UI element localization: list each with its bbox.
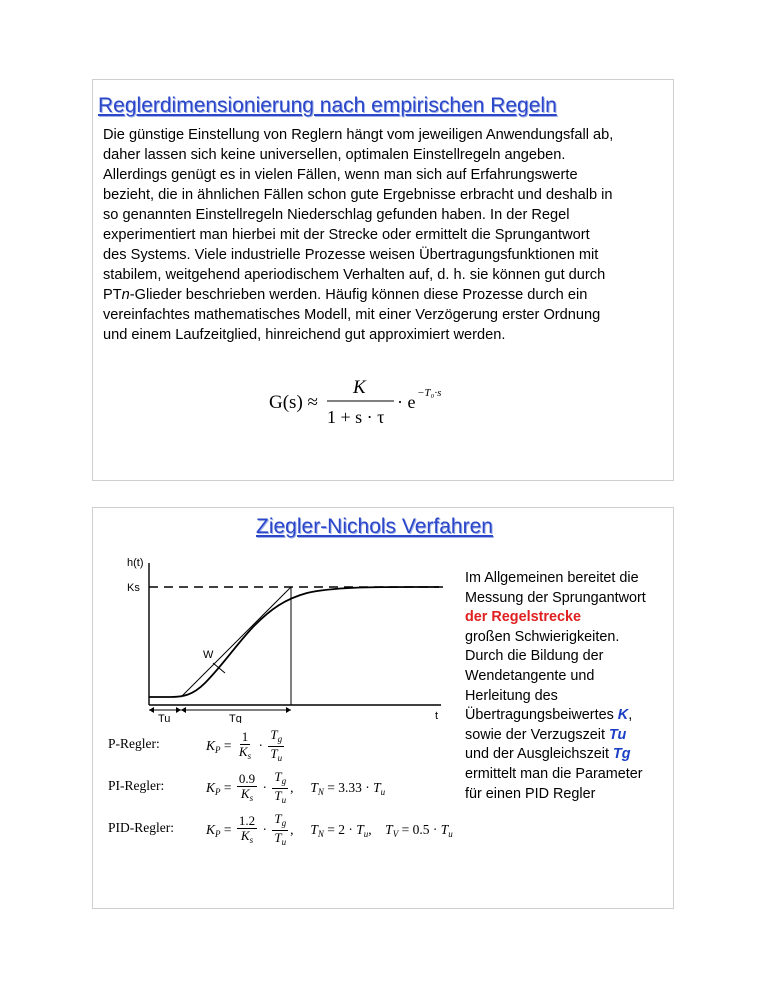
rule-name: PI-Regler: bbox=[108, 778, 165, 793]
intro-paragraph bbox=[103, 125, 669, 345]
text-line: Durch die Bildung der bbox=[465, 648, 604, 665]
text-fragment: und der Ausgleichszeit bbox=[465, 746, 613, 763]
text-line: Herleitung des bbox=[465, 687, 558, 704]
slide-ziegler-nichols bbox=[92, 507, 674, 909]
text-line bbox=[465, 726, 677, 746]
rule-p-controller bbox=[108, 728, 468, 764]
text-line: stabilem, weitgehend aperiodischem Verhalten auf, d. h. sie können gut durch bbox=[103, 267, 606, 283]
formula-exponent: −T₀·s bbox=[417, 387, 442, 399]
t-axis-label: t bbox=[435, 710, 439, 722]
step-response-curve bbox=[149, 587, 439, 697]
text-line: des Systems. Viele industrielle Prozesse weisen Übertragungsfunktionen mit bbox=[103, 247, 599, 263]
tg-label: Tg bbox=[229, 713, 242, 723]
text-line: bezieht, die in ähnlichen Fällen schon gute Ergebnisse erbracht und deshalb in bbox=[103, 187, 613, 203]
gain-coefficient: 1 bbox=[241, 728, 249, 744]
text-line: Die günstige Einstellung von Reglern hängt vom jeweiligen Anwendungsfall ab, bbox=[103, 127, 614, 143]
side-explanation bbox=[465, 569, 677, 804]
text-fragment: sowie der Verzugszeit bbox=[465, 726, 609, 743]
transfer-function-formula bbox=[269, 376, 489, 436]
formula-lhs: G(s) ≈ bbox=[269, 392, 318, 413]
highlight-blue: Tg bbox=[613, 746, 631, 763]
tv-coefficient: 0.5 bbox=[412, 822, 430, 837]
slide-title: Ziegler-Nichols Verfahren bbox=[256, 515, 493, 538]
text-line: vereinfachtes mathematisches Modell, mit einer Verzögerung erster Ordnung bbox=[103, 307, 601, 323]
text-fragment-italic: n bbox=[121, 287, 130, 303]
text-line: Wendetangente und bbox=[465, 667, 595, 684]
y-axis-label: h(t) bbox=[127, 557, 144, 569]
text-line: experimentiert man hierbei mit der Strecke oder ermittelt die Sprungantwort bbox=[103, 227, 590, 243]
text-fragment: , bbox=[628, 707, 633, 724]
ks-label: Ks bbox=[127, 582, 140, 594]
tn-coefficient: 2 bbox=[338, 822, 346, 837]
highlight-blue: Tu bbox=[608, 726, 627, 743]
step-response-plot bbox=[113, 553, 448, 723]
gain-coefficient: 0.9 bbox=[238, 770, 256, 786]
rule-name: P-Regler: bbox=[108, 736, 160, 751]
slide-title: Reglerdimensionierung nach empirischen Regeln bbox=[98, 94, 557, 117]
text-line: daher lassen sich keine universellen, optimalen Einstellregeln angeben. bbox=[103, 147, 566, 163]
highlight-blue: K bbox=[617, 707, 629, 724]
rule-pi-controller bbox=[108, 770, 468, 806]
slide-empirical-rules bbox=[92, 79, 674, 481]
text-line: für einen PID Regler bbox=[465, 785, 596, 802]
text-line bbox=[465, 706, 677, 726]
text-line: und einem Laufzeitglied, hinreichend gut approximiert werden. bbox=[103, 327, 506, 343]
text-line: Allerdings genügt es in vielen Fällen, wenn man sich auf Erfahrungswerte bbox=[103, 167, 578, 183]
rule-equation: $K_P$ = $\frac{1.2}{K_s}$ · $\frac{T_g}{T_u}$ , $T_N$ = 2 · $T_u$ , $T_V$ = 0.5 · $T_u$ bbox=[206, 810, 453, 847]
inflection-tangent bbox=[181, 587, 291, 697]
formula-denominator: 1 + s · τ bbox=[327, 407, 385, 427]
formula-numerator: K bbox=[353, 377, 366, 398]
text-line bbox=[465, 745, 677, 765]
gain-coefficient: 1.2 bbox=[238, 812, 256, 828]
tn-coefficient: 3.33 bbox=[338, 780, 362, 795]
text-line bbox=[103, 285, 669, 305]
rule-pid-controller bbox=[108, 812, 498, 848]
rule-equation: $K_P$ = $\frac{0.9}{K_s}$ · $\frac{T_g}{T_u}$ , $T_N$ = 3.33 · $T_u$ bbox=[206, 768, 386, 805]
text-line: Im Allgemeinen bereitet die bbox=[465, 570, 639, 586]
text-fragment: PT bbox=[103, 287, 122, 303]
inflection-label: W bbox=[203, 649, 214, 661]
formula-factor: · e bbox=[397, 392, 416, 412]
rule-equation: $K_P$ = $\frac{1}{K_s}$ · $\frac{T_g}{T_u}$ bbox=[206, 726, 283, 763]
text-fragment: -Glieder beschrieben werden. Häufig können diese Prozesse durch ein bbox=[129, 287, 588, 303]
text-fragment: Übertragungsbeiwertes bbox=[465, 707, 618, 724]
text-line: ermittelt man die Parameter bbox=[465, 765, 643, 782]
text-line: großen Schwierigkeiten. bbox=[465, 628, 620, 645]
highlight-red: der Regelstrecke bbox=[465, 609, 581, 626]
text-line: Messung der Sprungantwort bbox=[465, 589, 646, 606]
text-line: so genannten Einstellregeln Niederschlag gefunden haben. In der Regel bbox=[103, 207, 570, 223]
rule-name: PID-Regler: bbox=[108, 820, 174, 835]
tu-label: Tu bbox=[158, 713, 171, 723]
